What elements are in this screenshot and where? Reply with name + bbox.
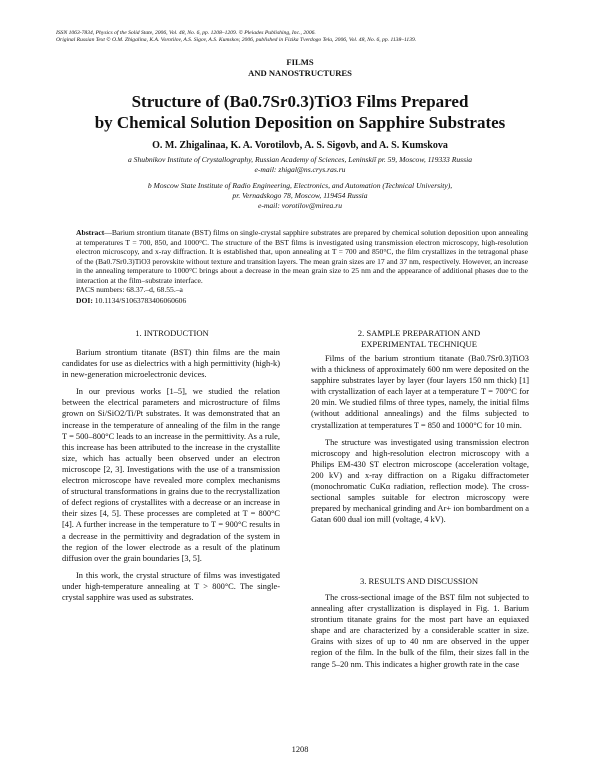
sample-heading	[309, 328, 529, 350]
sample-paragraph-1: Films of the barium strontium titanate (Ba0.7Sr0.3)TiO3 with a thickness of approximately 600 nm were deposited on the sapphire substrates layer by layer (four layers 150 nm thick) [1] with crystallization of each layer at a temperature T = 700°C for 20 min. We studied films of three types, namely, the initial films (without additional annealings) and the films subjected to crystallization at temperatures T = 850 and 1000°C for 10 min.	[311, 354, 529, 430]
sample-column	[311, 353, 529, 531]
affiliation-b	[60, 181, 540, 211]
sample-paragraph-2: The structure was investigated using transmission electron microscopy and high-resolution electron microscopy with a Philips EM-430 ST electron microscope (acceleration voltage, 200 kV) and x-ray diffraction on a Rigaku diffractometer (monochromatic CuKα radiation, reflection mode). The cross-sectional samples suitable for electron microscopy were prepared by mechanical grinding and Ar+ ion bombardment on a Gatan 600 dual ion mill (voltage, 4 kV).	[311, 437, 529, 525]
title-line-2: by Chemical Solution Deposition on Sapphire Substrates	[94, 113, 506, 132]
abstract-label: Abstract	[76, 228, 105, 237]
affiliation-b-address: pr. Vernadskogo 78, Moscow, 119454 Russia	[232, 191, 368, 200]
intro-paragraph-3: In this work, the crystal structure of films was investigated under high-temperature annealing at T > 800°C. The single-crystal sapphire was used as substrates.	[62, 570, 280, 602]
intro-heading: 1. INTRODUCTION	[135, 328, 209, 338]
sample-heading-line-2: EXPERIMENTAL TECHNIQUE	[360, 339, 478, 349]
intro-column	[62, 347, 280, 609]
page-number: 1208	[291, 745, 309, 754]
affiliation-b-institute: b Moscow State Institute of Radio Engineering, Electronics, and Automation (Technical University),	[147, 181, 453, 190]
affiliation-a-email: e-mail: zhigal@ns.crys.ras.ru	[254, 165, 346, 174]
affiliation-a-address: a Shubnikov Institute of Crystallography, Russian Academy of Sciences, Leninskiĭ pr. 59, Moscow, 119333 Russia	[127, 155, 472, 164]
intro-paragraph-2: In our previous works [1–5], we studied the relation between the electrical parameters and microstructure of films grown on Si/SiO2/Ti/Pt substrates. It was demonstrated that an increase in the temperature of annealing of the film in the range T = 500–800°C leads to an increase in the permittivity. As a rule, this increase has been attributed to the increase in the crystallite size, which has actually been observed under an electron microscope [2, 3]. Investigations with the use of a transmission electron microscope have revealed more complex mechanisms of structural transformations in grains due to the recrystallization of defect regions of crystallites with a decrease or an increase in their sizes [4, 5]. These processes are completed at T = 800°C [4]. A further increase in the temperature to T = 900°C results in a decrease in the permittivity and degradation of the system in the region of the lower electrode as a result of the platinum diffusion over the grain boundaries [3, 5].	[62, 387, 280, 563]
pacs-numbers: PACS numbers: 68.37.–d, 68.55.–a	[76, 285, 183, 294]
results-heading: 3. RESULTS AND DISCUSSION	[359, 576, 479, 586]
section-line-1: FILMS	[286, 57, 314, 67]
doi-label: DOI:	[76, 296, 93, 305]
section-title	[0, 57, 600, 79]
header-line-2: Original Russian Text © O.M. Zhigalina, K.A. Vorotilov, A.S. Sigov, A.S. Kumskov, 2006, published in Fizika Tverdogo Tela, 2006, Vol. 48, No. 6, pp. 1138–1139.	[56, 37, 417, 43]
affiliation-a	[60, 155, 540, 175]
abstract-text: —Barium strontium titanate (BST) films on single-crystal sapphire substrates are prepared by chemical solution deposition upon annealing at temperatures T = 700, 850, and 1000°C. The structure of the BST films is investigated using transmission electron microscopy, high-resolution electron microscopy, and x-ray diffraction. It is established that, upon annealing at T = 700 and 850°C, the film crystallizes in the tetragonal phase of the (Ba0.7Sr0.3)TiO3 perovskite without texture and transition layers. The mean grain sizes are 17 and 37 nm, respectively. However, an increase in the annealing temperature to 1000°C brings about a decrease in the mean grain size to 25 nm and the appearance of additional phases due to the interaction at the film–substrate interface.	[76, 228, 528, 285]
doi	[76, 296, 186, 305]
sample-heading-line-1: 2. SAMPLE PREPARATION AND	[357, 328, 481, 338]
title-line-1: Structure of (Ba0.7Sr0.3)TiO3 Films Prepared	[131, 92, 469, 111]
journal-header	[56, 30, 546, 44]
results-paragraph-1: The cross-sectional image of the BST film not subjected to annealing after crystallization is displayed in Fig. 1. Barium strontium titanate grains for the most part have an equiaxed shape and are characterized by a considerable scatter in size. Grains with sizes of up to 40 nm are observed in the upper region of the film. In the bulk of the film, their sizes fall in the range 5–20 nm. This indicates a higher growth rate in the case	[311, 593, 529, 669]
results-column	[311, 592, 529, 676]
authors: O. M. Zhigalinaa, K. A. Vorotilovb, A. S. Sigovb, and A. S. Kumskova	[152, 140, 448, 151]
doi-value: 10.1134/S1063783406060606	[94, 296, 187, 305]
paper-title	[40, 91, 560, 133]
affiliation-b-email: e-mail: vorotilov@mirea.ru	[257, 201, 343, 210]
header-line-1: ISSN 1063-7834, Physics of the Solid State, 2006, Vol. 48, No. 6, pp. 1208–1209. © Pleiades Publishing, Inc., 2006.	[56, 30, 316, 36]
intro-paragraph-1: Barium strontium titanate (BST) thin films are the main candidates for use as dielectrics with a high permittivity (high-k) in new-generation microelectronic devices.	[62, 348, 280, 380]
section-line-2: AND NANOSTRUCTURES	[248, 68, 352, 78]
abstract	[76, 228, 528, 286]
